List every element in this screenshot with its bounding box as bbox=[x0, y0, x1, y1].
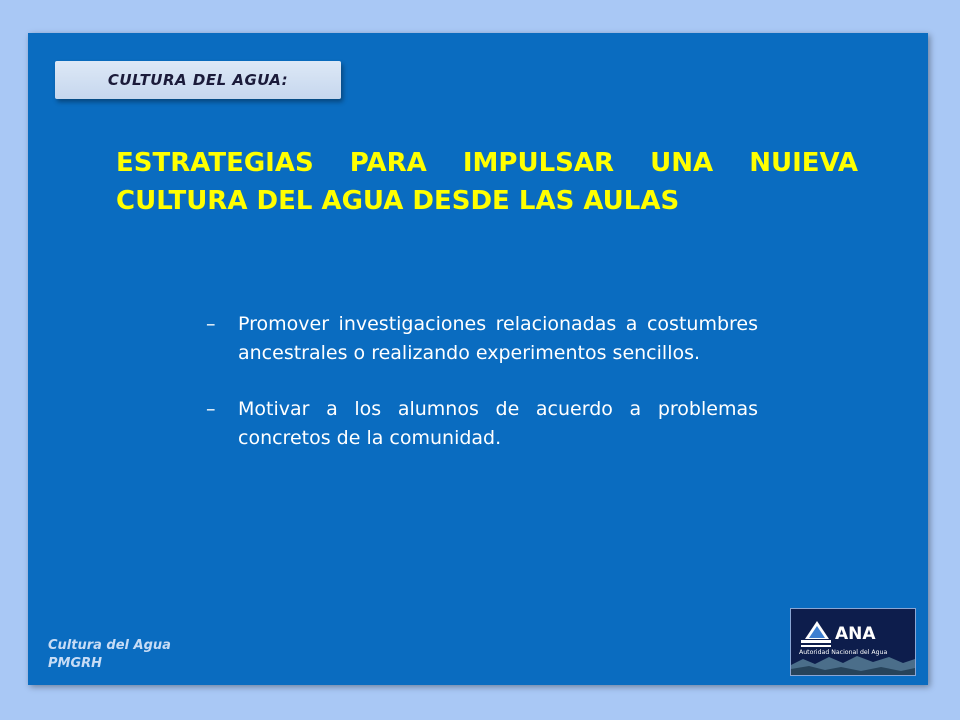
logo-subtitle: Autoridad Nacional del Agua bbox=[799, 649, 888, 656]
bullet-item bbox=[206, 395, 758, 453]
bullet-item bbox=[206, 310, 758, 368]
ana-water-logo-icon bbox=[791, 609, 915, 675]
bullet-text: Promover investigaciones relacionadas a costumbres ancestrales o realizando experimentos sencillos. bbox=[238, 313, 758, 364]
slide-title: ESTRATEGIAS PARA IMPULSAR UNA NUIEVA CULTURA DEL AGUA DESDE LAS AULAS bbox=[116, 148, 858, 216]
bullet-dash: – bbox=[206, 313, 216, 335]
section-tab-label: CULTURA DEL AGUA: bbox=[107, 71, 289, 89]
bullet-list bbox=[206, 310, 758, 480]
ana-logo bbox=[790, 608, 916, 676]
bullet-text: Motivar a los alumnos de acuerdo a problemas concretos de la comunidad. bbox=[238, 398, 758, 449]
slide bbox=[28, 33, 928, 685]
footer bbox=[48, 637, 171, 673]
footer-line-2: PMGRH bbox=[48, 656, 103, 671]
bullet-dash: – bbox=[206, 398, 216, 420]
section-tab bbox=[55, 61, 341, 99]
logo-acronym: ANA bbox=[835, 624, 876, 644]
footer-line-1: Cultura del Agua bbox=[48, 638, 171, 653]
